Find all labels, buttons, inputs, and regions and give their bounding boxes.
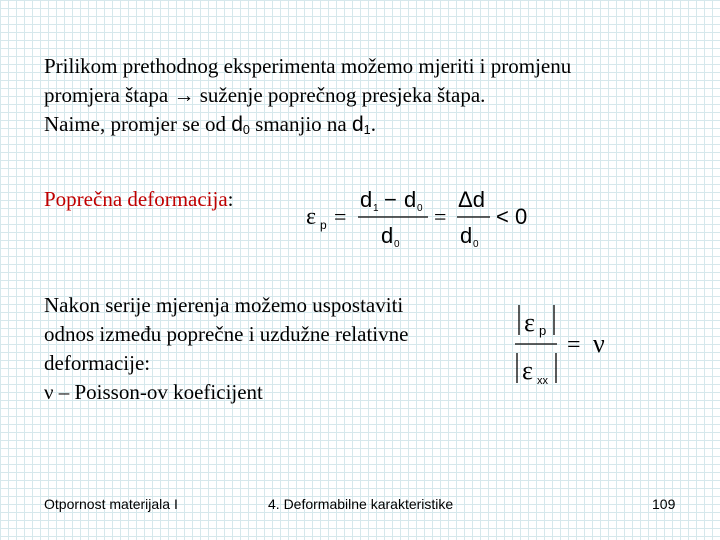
transverse-strain-equation [300, 180, 550, 250]
footer-chapter-title: 4. Deformabilne karakteristike [268, 496, 454, 512]
eq2-den-epsilon: ε [522, 356, 533, 385]
intro-line-3-start: Naime, promjer se od [44, 112, 232, 136]
intro-line-3-mid: smanjio na [249, 112, 352, 136]
eq1-num-d0: d [404, 187, 417, 212]
footer-page-number: 109 [652, 496, 676, 512]
eq2-num-epsilon: ε [524, 308, 535, 337]
intro-text [44, 52, 704, 139]
eq1-num-delta-d: Δd [458, 187, 485, 212]
d0-symbol: $d_0$ [231, 113, 250, 138]
eq2-equals: = [567, 332, 581, 358]
eq1-equals-2: = [434, 204, 447, 229]
eq1-epsilon-sub: p [320, 218, 327, 232]
d1-symbol: $d_1$ [351, 113, 371, 138]
poisson-line-1: Nakon serije mjerenja možemo uspostaviti [44, 293, 404, 317]
eq1-less-than-zero: < 0 [496, 204, 528, 229]
poisson-line-4: ν – Poisson-ov koeficijent [44, 380, 263, 404]
eq1-epsilon: ε [306, 204, 317, 230]
eq1-den-d0-sub: 0 [394, 239, 400, 250]
eq1-num-d1: d [360, 187, 373, 212]
eq2-num-sub: p [539, 323, 547, 338]
footer-course-title: Otpornost materijala I [44, 496, 178, 512]
transverse-deformation-label: Poprečna deformacija: [44, 187, 234, 211]
eq2-den-sub: xx [537, 375, 548, 387]
eq1-den2-d0-sub: 0 [473, 239, 479, 250]
eq1-den2-d0: d [460, 223, 473, 248]
poisson-line-3: deformacije: [44, 351, 151, 375]
eq2-nu: ν [593, 329, 605, 358]
eq1-num-d0-sub: 0 [417, 203, 423, 214]
eq1-den-d0: d [381, 223, 394, 248]
intro-line-3: Naime, promjer se od $d_0$ smanjio na $d_1$. [44, 112, 376, 138]
poisson-line-2: odnos između poprečne i uzdužne relativne [44, 322, 409, 346]
transverse-deformation-title: Poprečna deformacija [44, 187, 228, 211]
eq1-equals-1: = [334, 204, 347, 229]
poisson-text [44, 291, 504, 407]
intro-line-1: Prilikom prethodnog eksperimenta možemo mjeriti i promjenu [44, 54, 572, 78]
poisson-ratio-equation [505, 295, 625, 390]
intro-line-2: promjera štapa → suženje poprečnog presjeka štapa. [44, 83, 486, 107]
eq1-minus: − [384, 187, 397, 212]
eq1-num-d1-sub: 1 [373, 203, 379, 214]
